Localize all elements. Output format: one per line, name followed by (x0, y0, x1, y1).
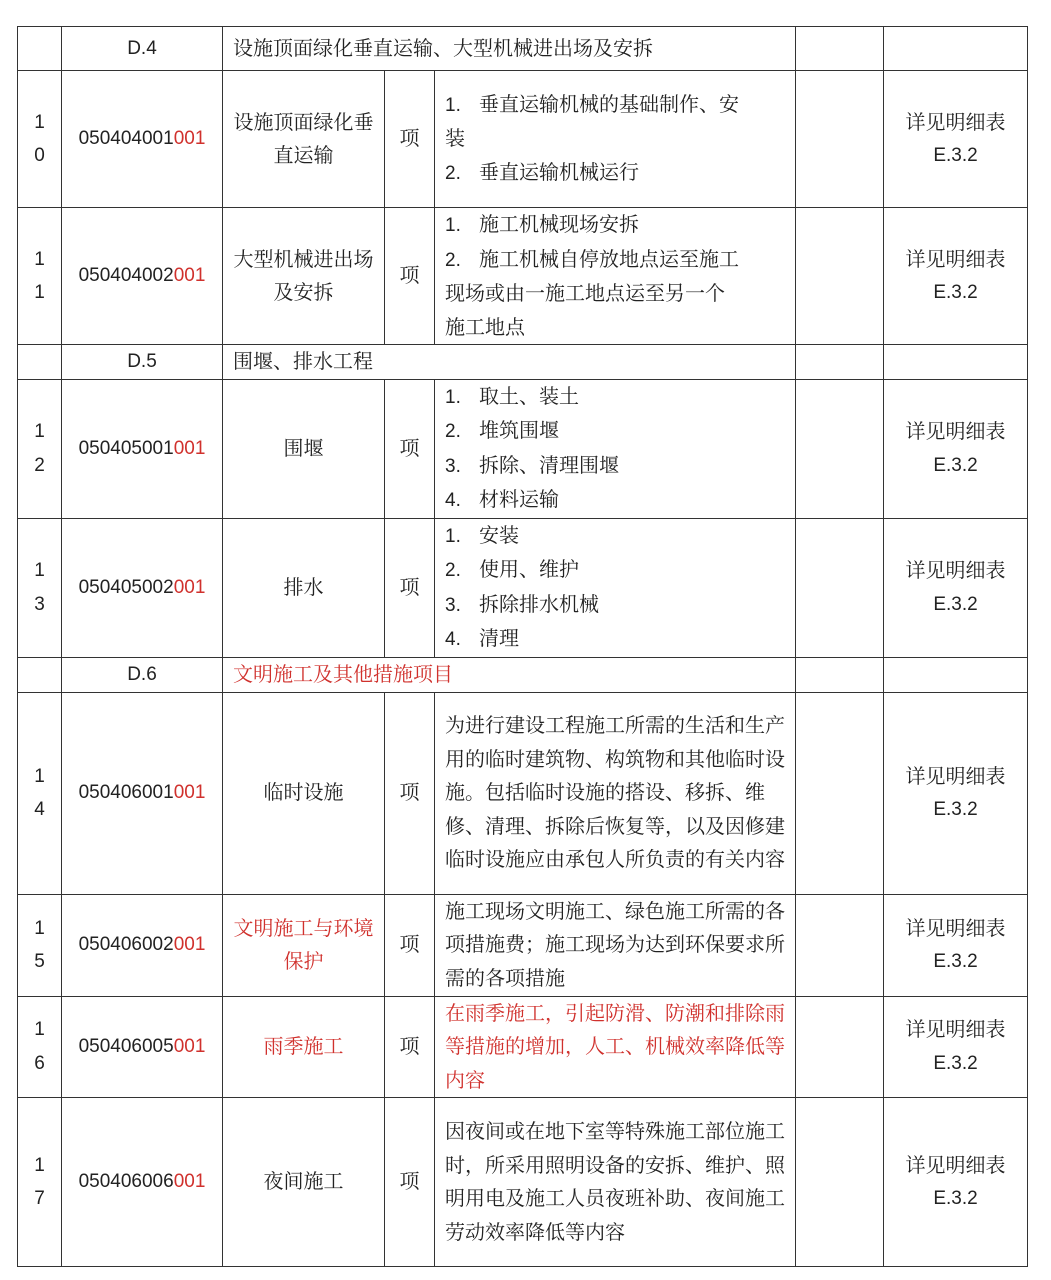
empty-cell (796, 894, 884, 996)
item-code: 050405002001 (62, 518, 223, 657)
remark: 详见明细表 E.3.2 (884, 71, 1028, 208)
code-suffix: 001 (173, 782, 206, 804)
work-content: 因夜间或在地下室等特殊施工部位施工时，所采用照明设备的安拆、维护、照明用电及施工人员夜班补助、夜间施工劳动效率降低等内容 (435, 1098, 796, 1267)
empty-cell (18, 657, 62, 692)
code-suffix: 001 (173, 1171, 206, 1193)
section-title: 文明施工及其他措施项目 (223, 657, 796, 692)
item-code: 050405001001 (62, 379, 223, 518)
item-unit: 项 (385, 518, 435, 657)
empty-cell (796, 71, 884, 208)
row-number: 1 7 (18, 1098, 62, 1267)
table-row (18, 208, 1028, 345)
item-code: 050406001001 (62, 692, 223, 894)
item-name: 临时设施 (223, 692, 385, 894)
work-content: 1. 垂直运输机械的基础制作、安 装 2. 垂直运输机械运行 (435, 71, 796, 208)
empty-cell (796, 692, 884, 894)
row-number: 1 2 (18, 379, 62, 518)
remark: 详见明细表 E.3.2 (884, 996, 1028, 1098)
work-content: 1. 施工机械现场安拆 2. 施工机械自停放地点运至施工 现场或由一施工地点运至另一个 施工地点 (435, 208, 796, 345)
table-row (18, 692, 1028, 894)
code-suffix: 001 (173, 576, 206, 598)
code-suffix: 001 (173, 437, 206, 459)
section-code: D.6 (62, 657, 223, 692)
item-unit: 项 (385, 71, 435, 208)
item-name: 夜间施工 (223, 1098, 385, 1267)
item-unit: 项 (385, 894, 435, 996)
empty-cell (796, 1098, 884, 1267)
section-code: D.5 (62, 345, 223, 380)
item-code: 050406002001 (62, 894, 223, 996)
item-code: 050406005001 (62, 996, 223, 1098)
table-row (18, 996, 1028, 1098)
work-content: 为进行建设工程施工所需的生活和生产用的临时建筑物、构筑物和其他临时设施。包括临时设施的搭设、移拆、维修、清理、拆除后恢复等，以及因修建临时设施应由承包人所负责的有关内容 (435, 692, 796, 894)
item-name: 围堰 (223, 379, 385, 518)
item-name: 雨季施工 (223, 996, 385, 1098)
code-suffix: 001 (173, 934, 206, 956)
remark: 详见明细表 E.3.2 (884, 379, 1028, 518)
work-content: 1. 取土、装土 2. 堆筑围堰 3. 拆除、清理围堰 4. 材料运输 (435, 379, 796, 518)
remark: 详见明细表 E.3.2 (884, 894, 1028, 996)
section-row-d5 (18, 345, 1028, 380)
row-number: 1 3 (18, 518, 62, 657)
empty-cell (796, 518, 884, 657)
remark: 详见明细表 E.3.2 (884, 208, 1028, 345)
row-number: 1 4 (18, 692, 62, 894)
item-unit: 项 (385, 208, 435, 345)
empty-cell (884, 27, 1028, 71)
code-suffix: 001 (173, 128, 206, 150)
work-content: 施工现场文明施工、绿色施工所需的各项措施费；施工现场为达到环保要求所需的各项措施 (435, 894, 796, 996)
remark: 详见明细表 E.3.2 (884, 692, 1028, 894)
item-name: 设施顶面绿化垂直运输 (223, 71, 385, 208)
section-title: 围堰、排水工程 (223, 345, 796, 380)
table-row (18, 379, 1028, 518)
row-number: 1 5 (18, 894, 62, 996)
work-content: 在雨季施工，引起防滑、防潮和排除雨等措施的增加，人工、机械效率降低等内容 (435, 996, 796, 1098)
table-row (18, 1098, 1028, 1267)
section-row-d6 (18, 657, 1028, 692)
row-number: 1 0 (18, 71, 62, 208)
empty-cell (884, 345, 1028, 380)
table-row (18, 71, 1028, 208)
measures-table (17, 26, 1028, 1267)
row-number: 1 6 (18, 996, 62, 1098)
section-code: D.4 (62, 27, 223, 71)
empty-cell (796, 208, 884, 345)
remark: 详见明细表 E.3.2 (884, 518, 1028, 657)
section-title: 设施顶面绿化垂直运输、大型机械进出场及安拆 (223, 27, 796, 71)
item-code: 050404002001 (62, 208, 223, 345)
empty-cell (796, 996, 884, 1098)
empty-cell (796, 657, 884, 692)
empty-cell (18, 27, 62, 71)
item-name: 文明施工与环境保护 (223, 894, 385, 996)
item-code: 050406006001 (62, 1098, 223, 1267)
empty-cell (796, 345, 884, 380)
section-row-d4 (18, 27, 1028, 71)
item-name: 排水 (223, 518, 385, 657)
item-unit: 项 (385, 996, 435, 1098)
item-unit: 项 (385, 379, 435, 518)
code-suffix: 001 (173, 265, 206, 287)
empty-cell (884, 657, 1028, 692)
code-suffix: 001 (173, 1036, 206, 1057)
empty-cell (18, 345, 62, 380)
item-code: 050404001001 (62, 71, 223, 208)
item-name: 大型机械进出场及安拆 (223, 208, 385, 345)
table-row (18, 894, 1028, 996)
empty-cell (796, 27, 884, 71)
empty-cell (796, 379, 884, 518)
remark: 详见明细表 E.3.2 (884, 1098, 1028, 1267)
item-unit: 项 (385, 692, 435, 894)
work-content: 1. 安装 2. 使用、维护 3. 拆除排水机械 4. 清理 (435, 518, 796, 657)
table-row (18, 518, 1028, 657)
item-unit: 项 (385, 1098, 435, 1267)
row-number: 1 1 (18, 208, 62, 345)
